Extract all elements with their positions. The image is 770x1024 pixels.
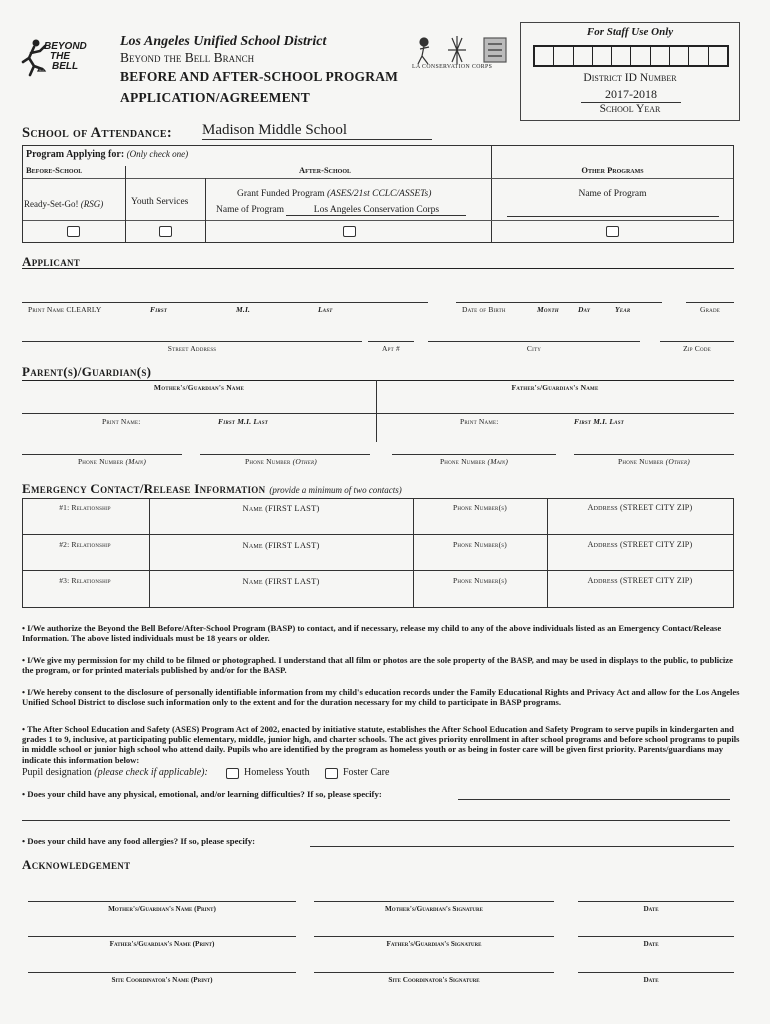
contact-1-name[interactable]: Name (FIRST LAST) <box>242 503 320 513</box>
ack-mother-name-line[interactable] <box>28 901 296 902</box>
mother-phone-main-line[interactable] <box>22 454 182 455</box>
youth-services-label: Youth Services <box>131 197 189 207</box>
father-phone-other-label: Phone Number (Other) <box>618 457 690 466</box>
mother-name-title: Mother's/Guardian's Name <box>153 383 245 392</box>
logo-line-the: THE <box>50 51 70 62</box>
mother-first-mi-last: First M.I. Last <box>218 417 268 426</box>
ack-mother-date-line[interactable] <box>578 901 734 902</box>
grant-funded-group <box>237 189 431 199</box>
allergies-answer-line[interactable] <box>310 846 734 847</box>
ack-father-date-line[interactable] <box>578 936 734 937</box>
staff-use-title: For Staff Use Only <box>586 26 674 38</box>
grade-label: Grade <box>699 305 721 314</box>
conservation-corps-logo <box>412 34 517 76</box>
school-attendance-label: School of Attendance: <box>22 125 173 141</box>
mother-phone-main-label: Phone Number (Main) <box>77 457 147 466</box>
ack-father-sig-line[interactable] <box>314 936 554 937</box>
foster-care-checkbox[interactable] <box>325 768 338 779</box>
father-name-line[interactable] <box>376 413 734 414</box>
zip-label: Zip Code <box>683 344 711 353</box>
dob-label: Date of Birth <box>462 305 506 314</box>
apt-label: Apt # <box>382 344 400 353</box>
ack-coordinator-date-label: Date <box>643 976 659 984</box>
emergency-note: (provide a minimum of two contacts) <box>269 485 402 495</box>
name-of-program-value[interactable]: Los Angeles Conservation Corps <box>286 205 466 216</box>
contact-1-phone[interactable]: Phone Number(s) <box>453 503 507 512</box>
parents-heading: Parent(s)/Guardian(s) <box>22 364 152 379</box>
other-programs-header: Other Programs <box>581 165 644 175</box>
after-school-header: After-School <box>298 165 352 175</box>
ack-father-date-label: Date <box>643 940 659 948</box>
difficulties-answer-line-2[interactable] <box>22 820 730 821</box>
youth-services-checkbox[interactable] <box>159 226 172 237</box>
ack-father-sig-label: Father's/Guardian's Signature <box>386 940 482 948</box>
district-id-boxes[interactable] <box>533 45 729 67</box>
grant-funded-label: Grant Funded Program <box>237 189 325 199</box>
contact-1-relationship[interactable]: #1: Relationship <box>59 503 111 512</box>
grant-funded-note: (ASES/21st CCLC/ASSETs) <box>326 189 432 199</box>
school-year-value[interactable]: 2017-2018 <box>581 87 681 103</box>
street-address-line[interactable] <box>22 341 362 342</box>
ack-mother-date-label: Date <box>643 905 659 913</box>
branch-name: Beyond the Bell Branch <box>120 50 255 65</box>
zip-line[interactable] <box>660 341 734 342</box>
ases-program-statement: • The After School Education and Safety (ASES) Program Act of 2002, enacted by initiative statute, establishes the After School Education and Safety Program to serve pupils in kindergarten and grades 1 to 9, inclusive, at participating public elementary, middle, junior high, and charter schools. The act gives priority enrollment in after school programs and before school programs to pupils in middle school or junior high school who attend daily. Pupils who are identified by the program as homeless youth or as being in foster care will be given first priority. Parents/guardians may indicate this information below: <box>22 724 740 765</box>
photo-permission-statement: • I/We give my permission for my child to be filmed or photographed. I understand that all film or photos are the sole property of the BASP, and may be used in displays to the public, to publicize the program, or for printed materials published by and/or for the BASP. <box>22 655 733 676</box>
staff-use-box <box>520 22 740 121</box>
homeless-youth-label: Homeless Youth <box>244 767 310 778</box>
rsg-label: Ready-Set-Go! <box>24 199 79 209</box>
contact-3-name[interactable]: Name (FIRST LAST) <box>242 576 320 586</box>
name-of-program-group <box>216 205 466 216</box>
rsg-checkbox[interactable] <box>67 226 80 237</box>
emergency-heading-group <box>22 480 402 498</box>
ack-coordinator-date-line[interactable] <box>578 972 734 973</box>
ack-mother-sig-line[interactable] <box>314 901 554 902</box>
school-year-label: School Year <box>599 103 661 115</box>
ack-coordinator-sig-line[interactable] <box>314 972 554 973</box>
contact-3-address[interactable]: Address (STREET CITY ZIP) <box>587 576 693 585</box>
form-title: APPLICATION/AGREEMENT <box>120 90 310 105</box>
difficulties-answer-line-1[interactable] <box>458 799 730 800</box>
difficulties-question: • Does your child have any physical, emotional, and/or learning difficulties? If so, please specify: <box>22 789 382 799</box>
grade-line[interactable] <box>686 302 734 303</box>
homeless-youth-checkbox[interactable] <box>226 768 239 779</box>
father-phone-main-label: Phone Number (Main) <box>439 457 509 466</box>
contact-2-name[interactable]: Name (FIRST LAST) <box>242 540 320 550</box>
apt-line[interactable] <box>368 341 414 342</box>
allergies-question: • Does your child have any food allergies? If so, please specify: <box>22 836 256 846</box>
contact-2-relationship[interactable]: #2: Relationship <box>59 540 111 549</box>
contact-2-phone[interactable]: Phone Number(s) <box>453 540 507 549</box>
street-address-label: Street Address <box>167 344 217 353</box>
program-title: BEFORE AND AFTER-SCHOOL PROGRAM <box>120 69 399 84</box>
mother-phone-other-label: Phone Number (Other) <box>245 457 317 466</box>
city-line[interactable] <box>428 341 640 342</box>
contact-2-address[interactable]: Address (STREET CITY ZIP) <box>587 540 693 549</box>
district-name: Los Angeles Unified School District <box>120 34 327 49</box>
father-print-name-label: Print Name: <box>460 417 499 426</box>
rsg-abbr: (RSG) <box>80 199 104 209</box>
contact-3-phone[interactable]: Phone Number(s) <box>453 576 507 585</box>
dob-line[interactable] <box>456 302 662 303</box>
authorization-statement: • I/We authorize the Beyond the Bell Before/After-School Program (BASP) to contact, and if necessary, release my child to any of the above individuals listed as an Emergency Contact/Release Information. The above listed individuals must be 18 years or older. <box>22 623 722 644</box>
grant-funded-checkbox[interactable] <box>343 226 356 237</box>
name-of-program-label: Name of Program <box>216 205 285 215</box>
corps-logo-text: LA CONSERVATION CORPS <box>412 64 493 70</box>
pupil-designation-label: Pupil designation <box>22 767 92 778</box>
program-applying-note: (Only check one) <box>126 149 189 159</box>
contact-1-address[interactable]: Address (STREET CITY ZIP) <box>587 503 693 512</box>
father-first-mi-last: First M.I. Last <box>574 417 624 426</box>
other-program-name-line[interactable] <box>507 216 719 217</box>
program-applying-label: Program Applying for: <box>26 149 125 160</box>
emergency-heading: Emergency Contact/Release Information <box>22 481 266 496</box>
print-name-label: Print Name CLEARLY <box>28 305 102 314</box>
logo-line-bell: BELL <box>52 61 79 72</box>
beyond-the-bell-logo <box>20 38 92 82</box>
ack-coordinator-sig-label: Site Coordinator's Signature <box>388 976 480 984</box>
school-attendance-value[interactable]: Madison Middle School <box>202 122 432 140</box>
ack-coordinator-name-line[interactable] <box>28 972 296 973</box>
applicant-name-line[interactable] <box>22 302 428 303</box>
month-label: Month <box>537 305 559 314</box>
mother-name-line[interactable] <box>22 413 376 414</box>
program-table <box>22 145 734 243</box>
pupil-designation-row <box>22 767 208 778</box>
last-label: Last <box>318 305 333 314</box>
rsg-label-group <box>24 199 103 209</box>
day-label: Day <box>578 305 591 314</box>
mi-label: M.I. <box>236 305 251 314</box>
district-id-label: District ID Number <box>583 72 677 84</box>
ack-coordinator-name-label: Site Coordinator's Name (Print) <box>111 976 213 984</box>
mother-print-name-label: Print Name: <box>102 417 141 426</box>
other-program-checkbox[interactable] <box>606 226 619 237</box>
year-label: Year <box>615 305 631 314</box>
first-label: First <box>150 305 168 314</box>
corps-emblem-icon <box>412 34 517 66</box>
other-program-name-label: Name of Program <box>578 189 647 199</box>
father-phone-other-line[interactable] <box>574 454 734 455</box>
ferpa-consent-statement: • I/We hereby consent to the disclosure of personally identifiable information from my child's education records under the Family Educational Rights and Privacy Act and allow for the Los Angeles Unified School District to disclose such information only to the extent and for the duration necessary for my child to participate in BASP programs. <box>22 687 740 708</box>
pupil-designation-note: (please check if applicable): <box>94 767 208 778</box>
acknowledgement-heading: Acknowledgement <box>22 857 131 872</box>
emergency-table <box>22 498 734 608</box>
father-phone-main-line[interactable] <box>392 454 556 455</box>
ack-mother-name-label: Mother's/Guardian's Name (Print) <box>108 905 216 913</box>
ack-father-name-line[interactable] <box>28 936 296 937</box>
contact-3-relationship[interactable]: #3: Relationship <box>59 576 111 585</box>
ack-father-name-label: Father's/Guardian's Name (Print) <box>109 940 215 948</box>
before-school-header: Before-School <box>26 165 83 175</box>
father-name-title: Father's/Guardian's Name <box>511 383 599 392</box>
logo-line-beyond: BEYOND <box>44 41 87 52</box>
mother-phone-other-line[interactable] <box>200 454 370 455</box>
city-label: City <box>526 344 542 353</box>
applicant-heading: Applicant <box>22 254 81 269</box>
foster-care-label: Foster Care <box>343 767 390 778</box>
ack-mother-sig-label: Mother's/Guardian's Signature <box>385 905 483 913</box>
